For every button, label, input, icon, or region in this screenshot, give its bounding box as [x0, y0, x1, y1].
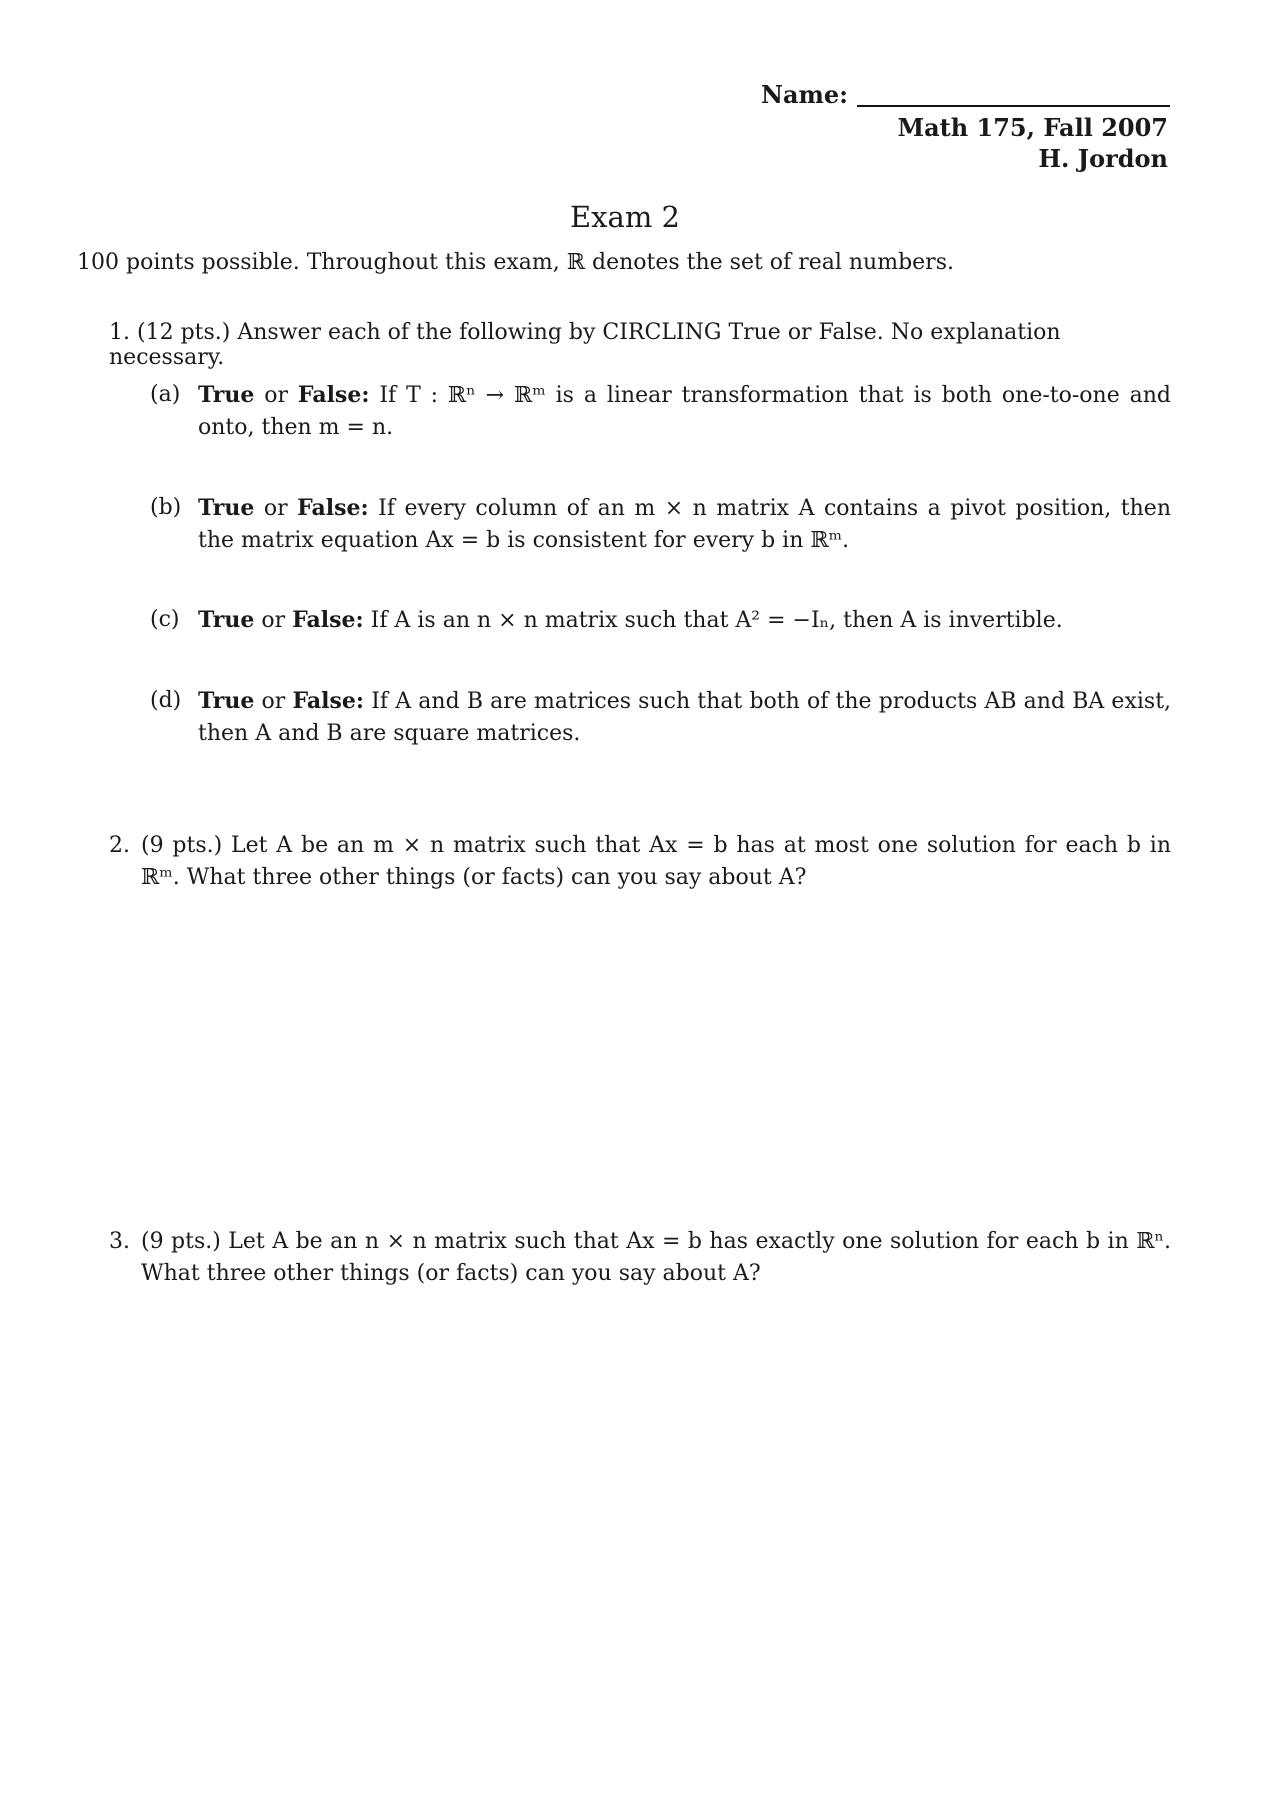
or-word: or: [264, 383, 289, 408]
false-option[interactable]: False:: [297, 495, 369, 521]
question-number: 2.: [109, 833, 130, 858]
name-label: Name:: [761, 80, 849, 109]
question-3: [109, 1226, 1171, 1296]
part-label: (c): [150, 607, 180, 632]
page-title: Exam 2: [570, 200, 680, 234]
true-option[interactable]: True: [198, 688, 255, 714]
statement-text: If every column of an m × n matrix A contains a pivot position, then the matrix equation Ax = b is consistent for every b in ℝᵐ.: [198, 496, 1171, 553]
question-number: 1.: [109, 320, 130, 345]
question-1d: [150, 685, 1171, 755]
question-text: (12 pts.) Answer each of the following by CIRCLING True or False. No explanation necessary.: [109, 320, 1061, 370]
question-1a: [150, 379, 1171, 449]
question-2: [109, 830, 1171, 900]
question-text: (9 pts.) Let A be an n × n matrix such that Ax = b has exactly one solution for each b in ℝⁿ. What three other things (or facts) can you say about A?: [141, 1229, 1171, 1286]
part-label: (a): [150, 382, 181, 407]
course-info: Math 175, Fall 2007: [897, 113, 1168, 142]
name-blank-line: [857, 105, 1170, 107]
statement-text: If A and B are matrices such that both of the products AB and BA exist, then A and B are square matrices.: [198, 689, 1172, 746]
statement-text: If A is an n × n matrix such that A² = −Iₙ, then A is invertible.: [370, 608, 1063, 633]
statement-text: If T : ℝⁿ → ℝᵐ is a linear transformation that is both one-to-one and onto, then m = n.: [198, 383, 1171, 440]
intro-text: 100 points possible. Throughout this exam, ℝ denotes the set of real numbers.: [77, 250, 954, 275]
or-word: or: [263, 496, 288, 521]
or-word: or: [261, 689, 286, 714]
false-option[interactable]: False:: [292, 607, 364, 633]
question-text: (9 pts.) Let A be an m × n matrix such that Ax = b has at most one solution for each b in ℝᵐ. What three other things (or facts) can you say about A?: [141, 833, 1171, 890]
false-option[interactable]: False:: [297, 382, 370, 408]
true-option[interactable]: True: [198, 607, 255, 633]
question-1c: [150, 604, 1171, 639]
false-option[interactable]: False:: [292, 688, 365, 714]
question-1b: [150, 492, 1171, 562]
question-1: [109, 320, 1171, 370]
part-label: (d): [150, 688, 182, 713]
true-option[interactable]: True: [198, 495, 255, 521]
true-option[interactable]: True: [198, 382, 255, 408]
question-number: 3.: [109, 1229, 130, 1254]
instructor-name: H. Jordon: [1038, 144, 1168, 173]
part-label: (b): [150, 495, 182, 520]
or-word: or: [261, 608, 286, 633]
